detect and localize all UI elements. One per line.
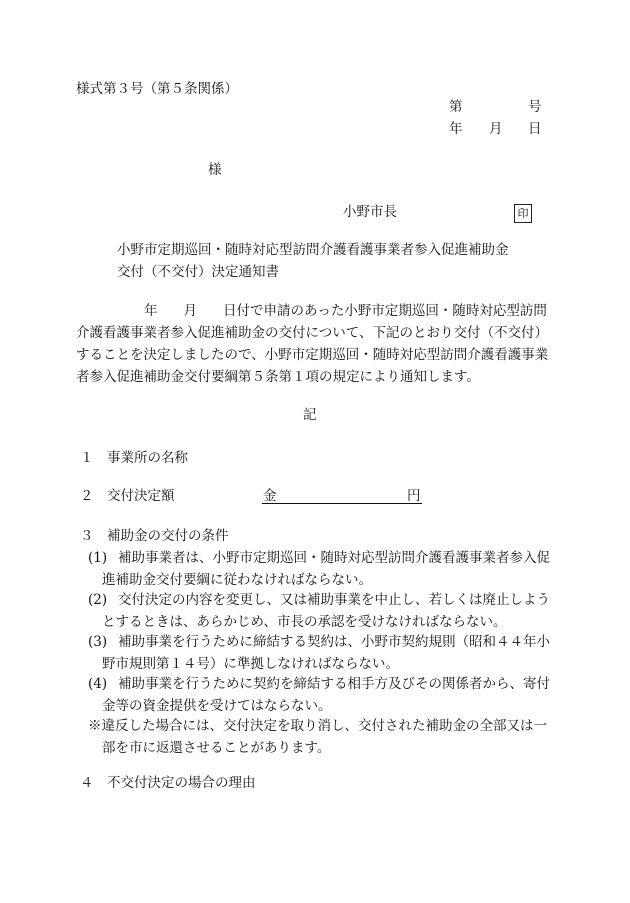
doc-number-suffix: 号 — [528, 99, 542, 115]
item-4-rejection-reason: ４ 不交付決定の場合の理由 — [80, 775, 256, 791]
amount-suffix: 円 — [407, 488, 421, 504]
item-3-conditions: ３ 補助金の交付の条件 — [80, 528, 229, 544]
ki-heading: 記 — [303, 407, 317, 423]
condition-3-line2: 野市規則第１４号）に準拠しなければならない。 — [102, 656, 399, 672]
body-paragraph — [76, 300, 560, 388]
body-line-4: 者参入促進補助金交付要綱第５条第１項の規定により通知します。 — [76, 369, 480, 385]
condition-3-line1: 補助事業を行うために締結する契約は、小野市契約規則（昭和４４年小 — [118, 634, 550, 650]
condition-4 — [88, 673, 558, 717]
item-2-grant-amount: ２ 交付決定額 — [80, 488, 175, 504]
doc-title-line1: 小野市定期巡回・随時対応型訪問介護看護事業者参入促進補助金 — [117, 242, 509, 258]
doc-title-line2: 交付（不交付）決定通知書 — [117, 264, 279, 280]
seal-stamp: 印 — [514, 204, 532, 223]
condition-1-line1: 補助事業者は、小野市定期巡回・随時対応型訪問介護看護事業者参入促 — [118, 550, 550, 566]
issuer-name: 小野市長 — [343, 204, 397, 220]
date-day: 日 — [528, 121, 542, 137]
body-line-3: することを決定しましたので、小野市定期巡回・随時対応型訪問介護看護事業 — [76, 347, 549, 363]
condition-4-number: (4) — [88, 676, 108, 692]
addressee-suffix: 様 — [208, 162, 222, 178]
date-year: 年 — [449, 121, 463, 137]
condition-1-number: (1) — [88, 550, 108, 566]
body-line-1 — [76, 300, 560, 322]
body-line-1-text: 日付で申請のあった小野市定期巡回・随時対応型訪問 — [223, 303, 547, 319]
condition-4-line1: 補助事業を行うために契約を締結する相手方及びその関係者から、寄付 — [118, 676, 550, 692]
item-1-facility-name: １ 事業所の名称 — [80, 450, 188, 466]
condition-3-number: (3) — [88, 634, 108, 650]
amount-prefix: 金 — [263, 488, 277, 504]
amount-underline — [262, 503, 422, 504]
condition-1 — [88, 547, 558, 591]
violation-note-line2: 部を市に返還させることがあります。 — [102, 740, 331, 756]
condition-1-line2: 進補助金交付要綱に従わなければならない。 — [102, 572, 372, 588]
violation-note-line1: ※違反した場合には、交付決定を取り消し、交付された補助金の全部又は一 — [88, 718, 547, 734]
condition-2 — [88, 589, 558, 633]
date-month: 月 — [489, 121, 503, 137]
condition-4-line2: 金等の資金提供を受けてはならない。 — [102, 698, 332, 714]
body-month: 月 — [183, 303, 197, 319]
form-number: 様式第３号（第５条関係） — [76, 81, 238, 97]
condition-2-number: (2) — [88, 592, 108, 608]
body-line-2: 介護看護事業者参入促進補助金の交付について、下記のとおり交付（不交付） — [76, 325, 548, 341]
condition-2-line1: 交付決定の内容を変更し、又は補助事業を中止し、若しくは廃止しよう — [118, 592, 550, 608]
condition-3 — [88, 631, 558, 675]
doc-number-label: 第 — [449, 99, 463, 115]
violation-note — [88, 715, 558, 759]
condition-2-line2: とするときは、あらかじめ、市長の承認を受けなければならない。 — [102, 614, 507, 630]
body-year: 年 — [144, 303, 158, 319]
